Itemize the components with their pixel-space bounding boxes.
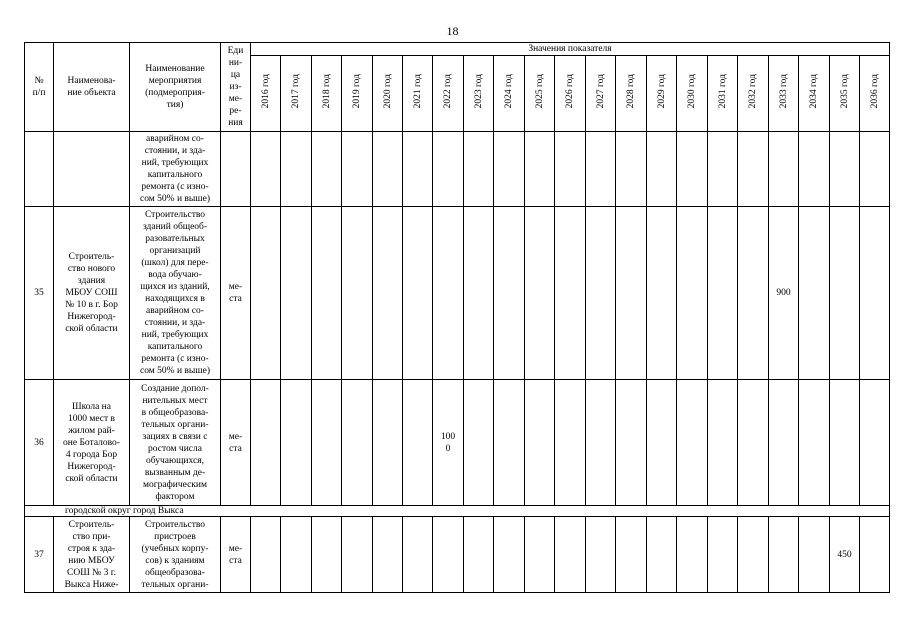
value-cell [403, 380, 433, 506]
header-year: 2026 год [555, 56, 586, 132]
value-cell [769, 132, 799, 207]
value-cell [738, 207, 769, 380]
unit [221, 132, 251, 207]
header-year: 2032 год [738, 56, 769, 132]
value-cell [373, 517, 403, 593]
table-row [25, 207, 890, 380]
value-cell [860, 380, 890, 506]
header-year: 2030 год [677, 56, 708, 132]
header-year: 2017 год [281, 56, 312, 132]
value-cell [616, 517, 647, 593]
value-cell [555, 207, 586, 380]
value-cell [616, 207, 647, 380]
section-row [25, 506, 890, 517]
header-year: 2027 год [586, 56, 616, 132]
value-cell [433, 207, 464, 380]
value-cell [708, 380, 738, 506]
value-cell [433, 517, 464, 593]
value-cell [769, 380, 799, 506]
header-year: 2035 год [830, 56, 860, 132]
value-cell [373, 132, 403, 207]
value-cell [647, 207, 677, 380]
event-name: аварийном со- стоянии, и зда- ний, требующих капитального ремонта (с изно- сом 50% и выше) [130, 132, 221, 207]
value-cell [373, 207, 403, 380]
header-year: 2020 год [373, 56, 403, 132]
value-cell [708, 132, 738, 207]
page-number: 18 [446, 24, 459, 38]
value-cell [738, 380, 769, 506]
value-cell [799, 132, 830, 207]
header-year: 2018 год [312, 56, 342, 132]
value-cell [525, 132, 555, 207]
value-cell [860, 517, 890, 593]
header-year: 2036 год [860, 56, 890, 132]
value-cell [281, 207, 312, 380]
event-name: Строительство зданий общеоб- разовательных организаций (школ) для пере- вода обучаю- щихся из зданий, находящихся в аварийном со- стоянии, и зда- ний, требующих капитального ремонта (с изно- сом 50% и выше) [130, 207, 221, 380]
header-year: 2024 год [494, 56, 525, 132]
value-cell [342, 132, 373, 207]
value-cell [494, 132, 525, 207]
header-year: 2034 год [799, 56, 830, 132]
header-unit: Еди ни- ца из- ме- ре- ния [221, 43, 251, 132]
value-cell [586, 132, 616, 207]
table-row [25, 517, 890, 593]
header-year: 2022 год [433, 56, 464, 132]
row-number: 36 [25, 380, 54, 506]
value-cell [342, 380, 373, 506]
value-cell [342, 207, 373, 380]
unit: ме- ста [221, 207, 251, 380]
value-cell [312, 132, 342, 207]
indicator-table [24, 42, 890, 593]
header-year: 2021 год [403, 56, 433, 132]
value-cell [281, 132, 312, 207]
value-cell [677, 380, 708, 506]
object-name: Школа на 1000 мест в жилом рай- оне Боталово- 4 города Бор Нижегород- ской области [54, 380, 130, 506]
header-year: 2025 год [525, 56, 555, 132]
value-cell [464, 132, 494, 207]
value-cell [494, 207, 525, 380]
table-row [25, 132, 890, 207]
value-cell [586, 380, 616, 506]
value-cell: 900 [769, 207, 799, 380]
header-year: 2023 год [464, 56, 494, 132]
header-year: 2029 год [647, 56, 677, 132]
event-name: Создание допол- нительных мест в общеобразова- тельных органи- зациях в связи с ростом числа обучающихся, вызванным де- мографическим фактором [130, 380, 221, 506]
header-event: Наименование мероприятия (подмероприя- тия) [130, 43, 221, 132]
value-cell [555, 132, 586, 207]
value-cell [403, 517, 433, 593]
value-cell [738, 132, 769, 207]
value-cell [251, 517, 281, 593]
value-cell [525, 380, 555, 506]
value-cell: 100 0 [433, 380, 464, 506]
value-cell [433, 132, 464, 207]
unit: ме- ста [221, 517, 251, 593]
header-values-group: Значения показателя [251, 43, 890, 56]
value-cell [647, 517, 677, 593]
table-row [25, 380, 890, 506]
value-cell [616, 132, 647, 207]
row-number: 37 [25, 517, 54, 593]
event-name: Строительство пристроев (учебных корпу- сов) к зданиям общеобразова- тельных органи- [130, 517, 221, 593]
section-title: городской округ город Выкса [25, 506, 890, 517]
value-cell [312, 380, 342, 506]
value-cell [494, 380, 525, 506]
header-year: 2033 год [769, 56, 799, 132]
value-cell [708, 207, 738, 380]
value-cell [677, 517, 708, 593]
value-cell [830, 380, 860, 506]
row-number [25, 132, 54, 207]
value-cell [647, 132, 677, 207]
value-cell [799, 207, 830, 380]
value-cell [647, 380, 677, 506]
object-name: Строитель- ство нового здания МБОУ СОШ № 10 в г. Бор Нижегород- ской области [54, 207, 130, 380]
header-num: № п/п [25, 43, 54, 132]
header-year: 2019 год [342, 56, 373, 132]
value-cell [251, 207, 281, 380]
header-year: 2031 год [708, 56, 738, 132]
value-cell [830, 132, 860, 207]
value-cell [830, 207, 860, 380]
value-cell [555, 517, 586, 593]
value-cell [281, 380, 312, 506]
value-cell [251, 132, 281, 207]
value-cell [464, 517, 494, 593]
value-cell: 450 [830, 517, 860, 593]
value-cell [403, 207, 433, 380]
header-year: 2028 год [616, 56, 647, 132]
value-cell [373, 380, 403, 506]
row-number: 35 [25, 207, 54, 380]
object-name [54, 132, 130, 207]
value-cell [616, 380, 647, 506]
value-cell [677, 207, 708, 380]
header-year: 2016 год [251, 56, 281, 132]
value-cell [769, 517, 799, 593]
value-cell [464, 207, 494, 380]
value-cell [738, 517, 769, 593]
value-cell [464, 380, 494, 506]
value-cell [494, 517, 525, 593]
header-object: Наименова- ние объекта [54, 43, 130, 132]
value-cell [525, 207, 555, 380]
value-cell [312, 517, 342, 593]
unit: ме- ста [221, 380, 251, 506]
value-cell [860, 207, 890, 380]
value-cell [555, 380, 586, 506]
value-cell [799, 380, 830, 506]
value-cell [403, 132, 433, 207]
value-cell [677, 132, 708, 207]
value-cell [312, 207, 342, 380]
value-cell [586, 517, 616, 593]
value-cell [708, 517, 738, 593]
value-cell [342, 517, 373, 593]
object-name: Строитель- ство при- строя к зда- нию МБОУ СОШ № 3 г. Выкса Ниже- [54, 517, 130, 593]
value-cell [860, 132, 890, 207]
value-cell [799, 517, 830, 593]
value-cell [586, 207, 616, 380]
value-cell [251, 380, 281, 506]
value-cell [525, 517, 555, 593]
value-cell [281, 517, 312, 593]
